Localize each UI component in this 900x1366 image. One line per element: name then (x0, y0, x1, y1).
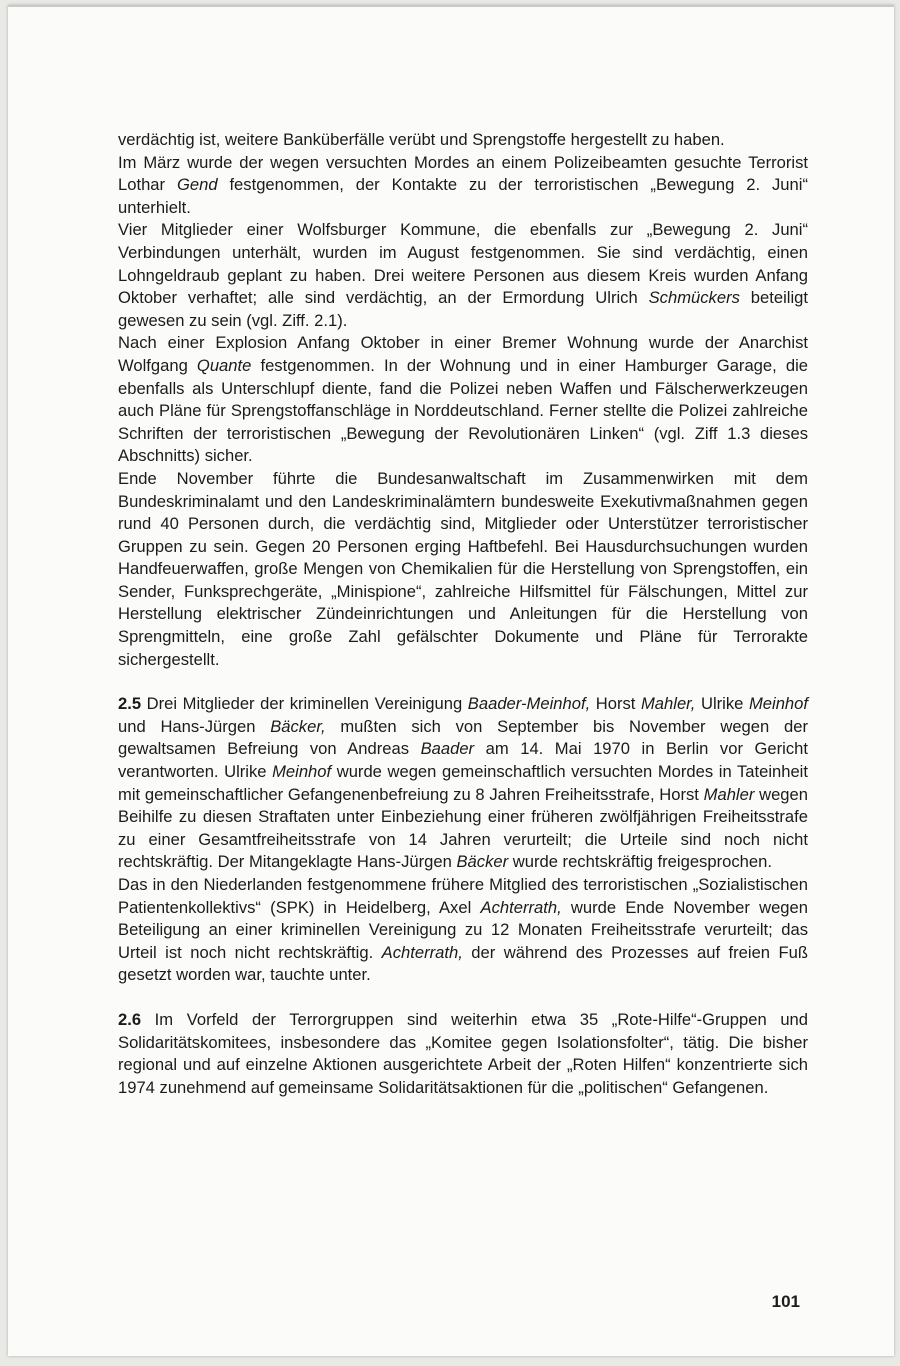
text-run: wurde Ende November wegen Beteiligung an einer kriminellen Vereinigung zu 12 Monaten Freiheitsstrafe verurteilt; das Urteil ist noch nicht rechtskräftig. (118, 897, 808, 962)
text-run: festgenommen, der Kontakte zu der terroristischen „Bewegung 2. Juni“ unterhielt. (118, 175, 808, 217)
italic-name: Meinhof (272, 762, 332, 782)
text-run: Horst (590, 694, 641, 714)
paragraph-wolfsburg (118, 219, 808, 332)
paragraph-spk (118, 874, 808, 987)
italic-name: Baader (420, 739, 475, 759)
italic-name: Meinhof (748, 694, 808, 714)
italic-name: Bäcker (456, 852, 509, 872)
paragraph-continuation (118, 129, 808, 152)
italic-name: Gend (176, 175, 218, 195)
italic-name: Bäcker, (270, 716, 326, 736)
body-text (118, 129, 808, 1099)
text-run: wurde rechtskräftig freigesprochen. (508, 852, 772, 872)
text-run: Im Vorfeld der Terrorgruppen sind weiterhin etwa 35 „Rote-Hilfe“-Gruppen und Solidaritätskomitees, insbesondere das „Komitee gegen Isolationsfolter“, tätig. Die bisher regional und auf einzelne Aktionen ausgerichtete Arbeit der „Roten Hilfen“ konzentrierte sich 1974 zunehmend auf gemeinsame Solidaritätsaktionen für die „politischen“ Gefangenen. (118, 1009, 808, 1097)
document-page (8, 5, 894, 1356)
italic-name: Mahler (703, 784, 755, 804)
italic-name: Achterrath, (381, 942, 463, 962)
paragraph-bremen (118, 332, 808, 468)
text-run: beteiligt gewesen zu sein (vgl. Ziff. 2.1). (118, 288, 808, 330)
section-2-5 (118, 693, 808, 874)
text-run: der während des Prozesses auf freien Fuß gesetzt worden war, tauchte unter. (118, 942, 808, 985)
text-run: Ulrike (695, 694, 749, 714)
italic-name: Mahler, (640, 694, 696, 714)
italic-name: Schmückers (648, 288, 740, 308)
section-2-6 (118, 1009, 808, 1099)
text-run: und Hans-Jürgen (118, 716, 271, 736)
text-run: Vier Mitglieder einer Wolfsburger Kommune, die ebenfalls zur „Bewegung 2. Juni“ Verbindungen unterhält, wurden im August festgenommen. Sie sind verdächtig, einen Lohngeldraub geplant zu haben. Drei weitere Personen aus diesem Kreis wurden Anfang Oktober verhaftet; alle sind verdächtig, an der Ermordung Ulrich (118, 220, 808, 308)
section-number: 2.5 (118, 694, 142, 714)
text-run: Ende November führte die Bundesanwaltschaft im Zusammenwirken mit dem Bundeskriminalamt und den Landeskriminalämtern bundesweite Exekutivmaßnahmen gegen rund 40 Personen durch, die verdächtig sind, Mitglieder oder Unterstützer terroristischer Gruppen zu sein. Gegen 20 Personen erging Haftbefehl. Bei Hausdurchsuchungen wurden Handfeuerwaffen, große Mengen von Chemikalien für die Herstellung von Sprengstoffen, ein Sender, Funksprechgeräte, „Minispione“, zahlreiche Hilfsmittel für Fälschungen, Mittel zur Herstellung elektrischer Zündeinrichtungen und Anleitungen für die Herstellung von Sprengmitteln, eine große Zahl gefälschter Dokumente und Pläne für Terrorakte sichergestellt. (118, 468, 808, 669)
text-run: Nach einer Explosion Anfang Oktober in einer Bremer Wohnung wurde der Anarchist Wolfgang (118, 333, 808, 375)
text-run: festgenommen. In der Wohnung und in einer Hamburger Garage, die ebenfalls als Unterschlupf diente, fand die Polizei neben Waffen und Fälscherwerkzeugen auch Pläne für Sprengstoffanschläge in Norddeutschland. Ferner stellte die Polizei zahlreiche Schriften der terroristischen „Bewegung der Revolutionären Linken“ (vgl. Ziff 1.3 dieses Abschnitts) sicher. (118, 355, 808, 466)
page-number: 101 (771, 1292, 800, 1311)
paragraph-gend (118, 152, 808, 220)
text-run: verdächtig ist, weitere Banküberfälle verübt und Sprengstoffe hergestellt zu haben. (118, 130, 725, 149)
text-run: Drei Mitglieder der kriminellen Vereinigung (141, 694, 468, 714)
text-run: am 14. Mai 1970 in Berlin vor Gericht verantworten. Ulrike (118, 739, 808, 782)
text-run: mußten sich von September bis November wegen der gewaltsamen Befreiung von Andreas (118, 716, 808, 759)
italic-name: Quante (196, 355, 252, 375)
text-run: wegen Beihilfe zu diesen Straftaten unter Einbeziehung einer früheren zwölfjährigen Freiheitsstrafe zu einer Gesamtfreiheitsstrafe von 14 Jahren verurteilt; die Urteile sind noch nicht rechtskräftig. Der Mitangeklagte Hans-Jürgen (118, 784, 808, 872)
italic-name: Baader-Meinhof, (467, 694, 591, 714)
section-number: 2.6 (118, 1009, 142, 1029)
paragraph-november-raids (118, 468, 808, 671)
italic-name: Achterrath, (480, 897, 562, 917)
text-run: wurde wegen gemeinschaftlich versuchten Mordes in Tateinheit mit gemeinschaftlicher Gefangenenbefreiung zu 8 Jahren Freiheitsstrafe, Horst (118, 762, 808, 804)
text-run: Das in den Niederlanden festgenommene frühere Mitglied des terroristischen „Sozialistischen Patientenkollektivs“ (SPK) in Heidelberg, Axel (118, 875, 808, 917)
text-run: Im März wurde der wegen versuchten Mordes an einem Polizeibeamten gesuchte Terrorist Lothar (118, 152, 808, 195)
